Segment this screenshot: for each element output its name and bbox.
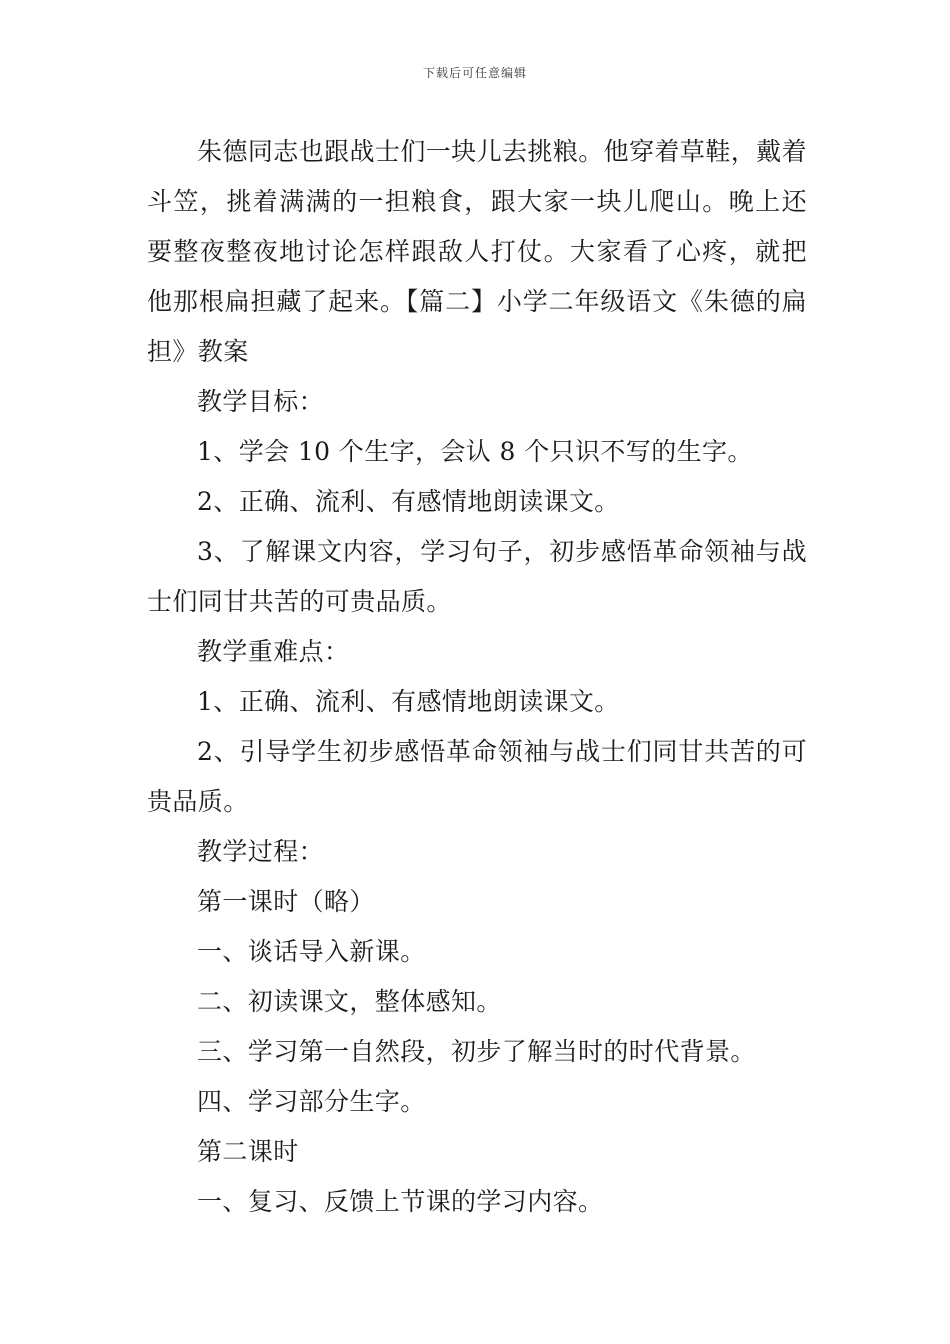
goal-item-1: 1、学会 10 个生字，会认 8 个只识不写的生字。 [197, 437, 753, 466]
lesson-one-heading: 第一课时（略） [197, 887, 375, 916]
process-step-1: 一、谈话导入新课。 [197, 937, 426, 966]
heading-key-points: 教学重难点： [197, 637, 350, 666]
lesson-two-step-1: 一、复习、反馈上节课的学习内容。 [197, 1187, 604, 1216]
key-point-item-2: 2、引导学生初步感悟革命领袖与战士们同甘共苦的可贵品质。 [147, 737, 807, 816]
heading-teaching-process: 教学过程： [197, 837, 325, 866]
paragraph-intro: 朱德同志也跟战士们一块儿去挑粮。他穿着草鞋，戴着斗笠，挑着满满的一担粮食，跟大家一块儿爬山。晚上还要整夜整夜地讨论怎样跟敌人打仗。大家看了心疼，就把他那根扁担藏了起来。【篇二】小学二年级语文《朱德的扁担》教案 [147, 137, 807, 366]
document-body [147, 127, 807, 1227]
lesson-two-heading: 第二课时 [197, 1137, 299, 1166]
page-header: 下载后可任意编辑 [422, 66, 527, 80]
goal-item-3: 3、了解课文内容，学习句子，初步感悟革命领袖与战士们同甘共苦的可贵品质。 [147, 537, 807, 616]
process-step-3: 三、学习第一自然段，初步了解当时的时代背景。 [197, 1037, 756, 1066]
process-step-4: 四、学习部分生字。 [197, 1087, 426, 1116]
heading-teaching-goals: 教学目标： [197, 387, 325, 416]
process-step-2: 二、初读课文，整体感知。 [197, 987, 502, 1016]
goal-item-2: 2、正确、流利、有感情地朗读课文。 [197, 487, 620, 516]
key-point-item-1: 1、正确、流利、有感情地朗读课文。 [197, 687, 620, 716]
